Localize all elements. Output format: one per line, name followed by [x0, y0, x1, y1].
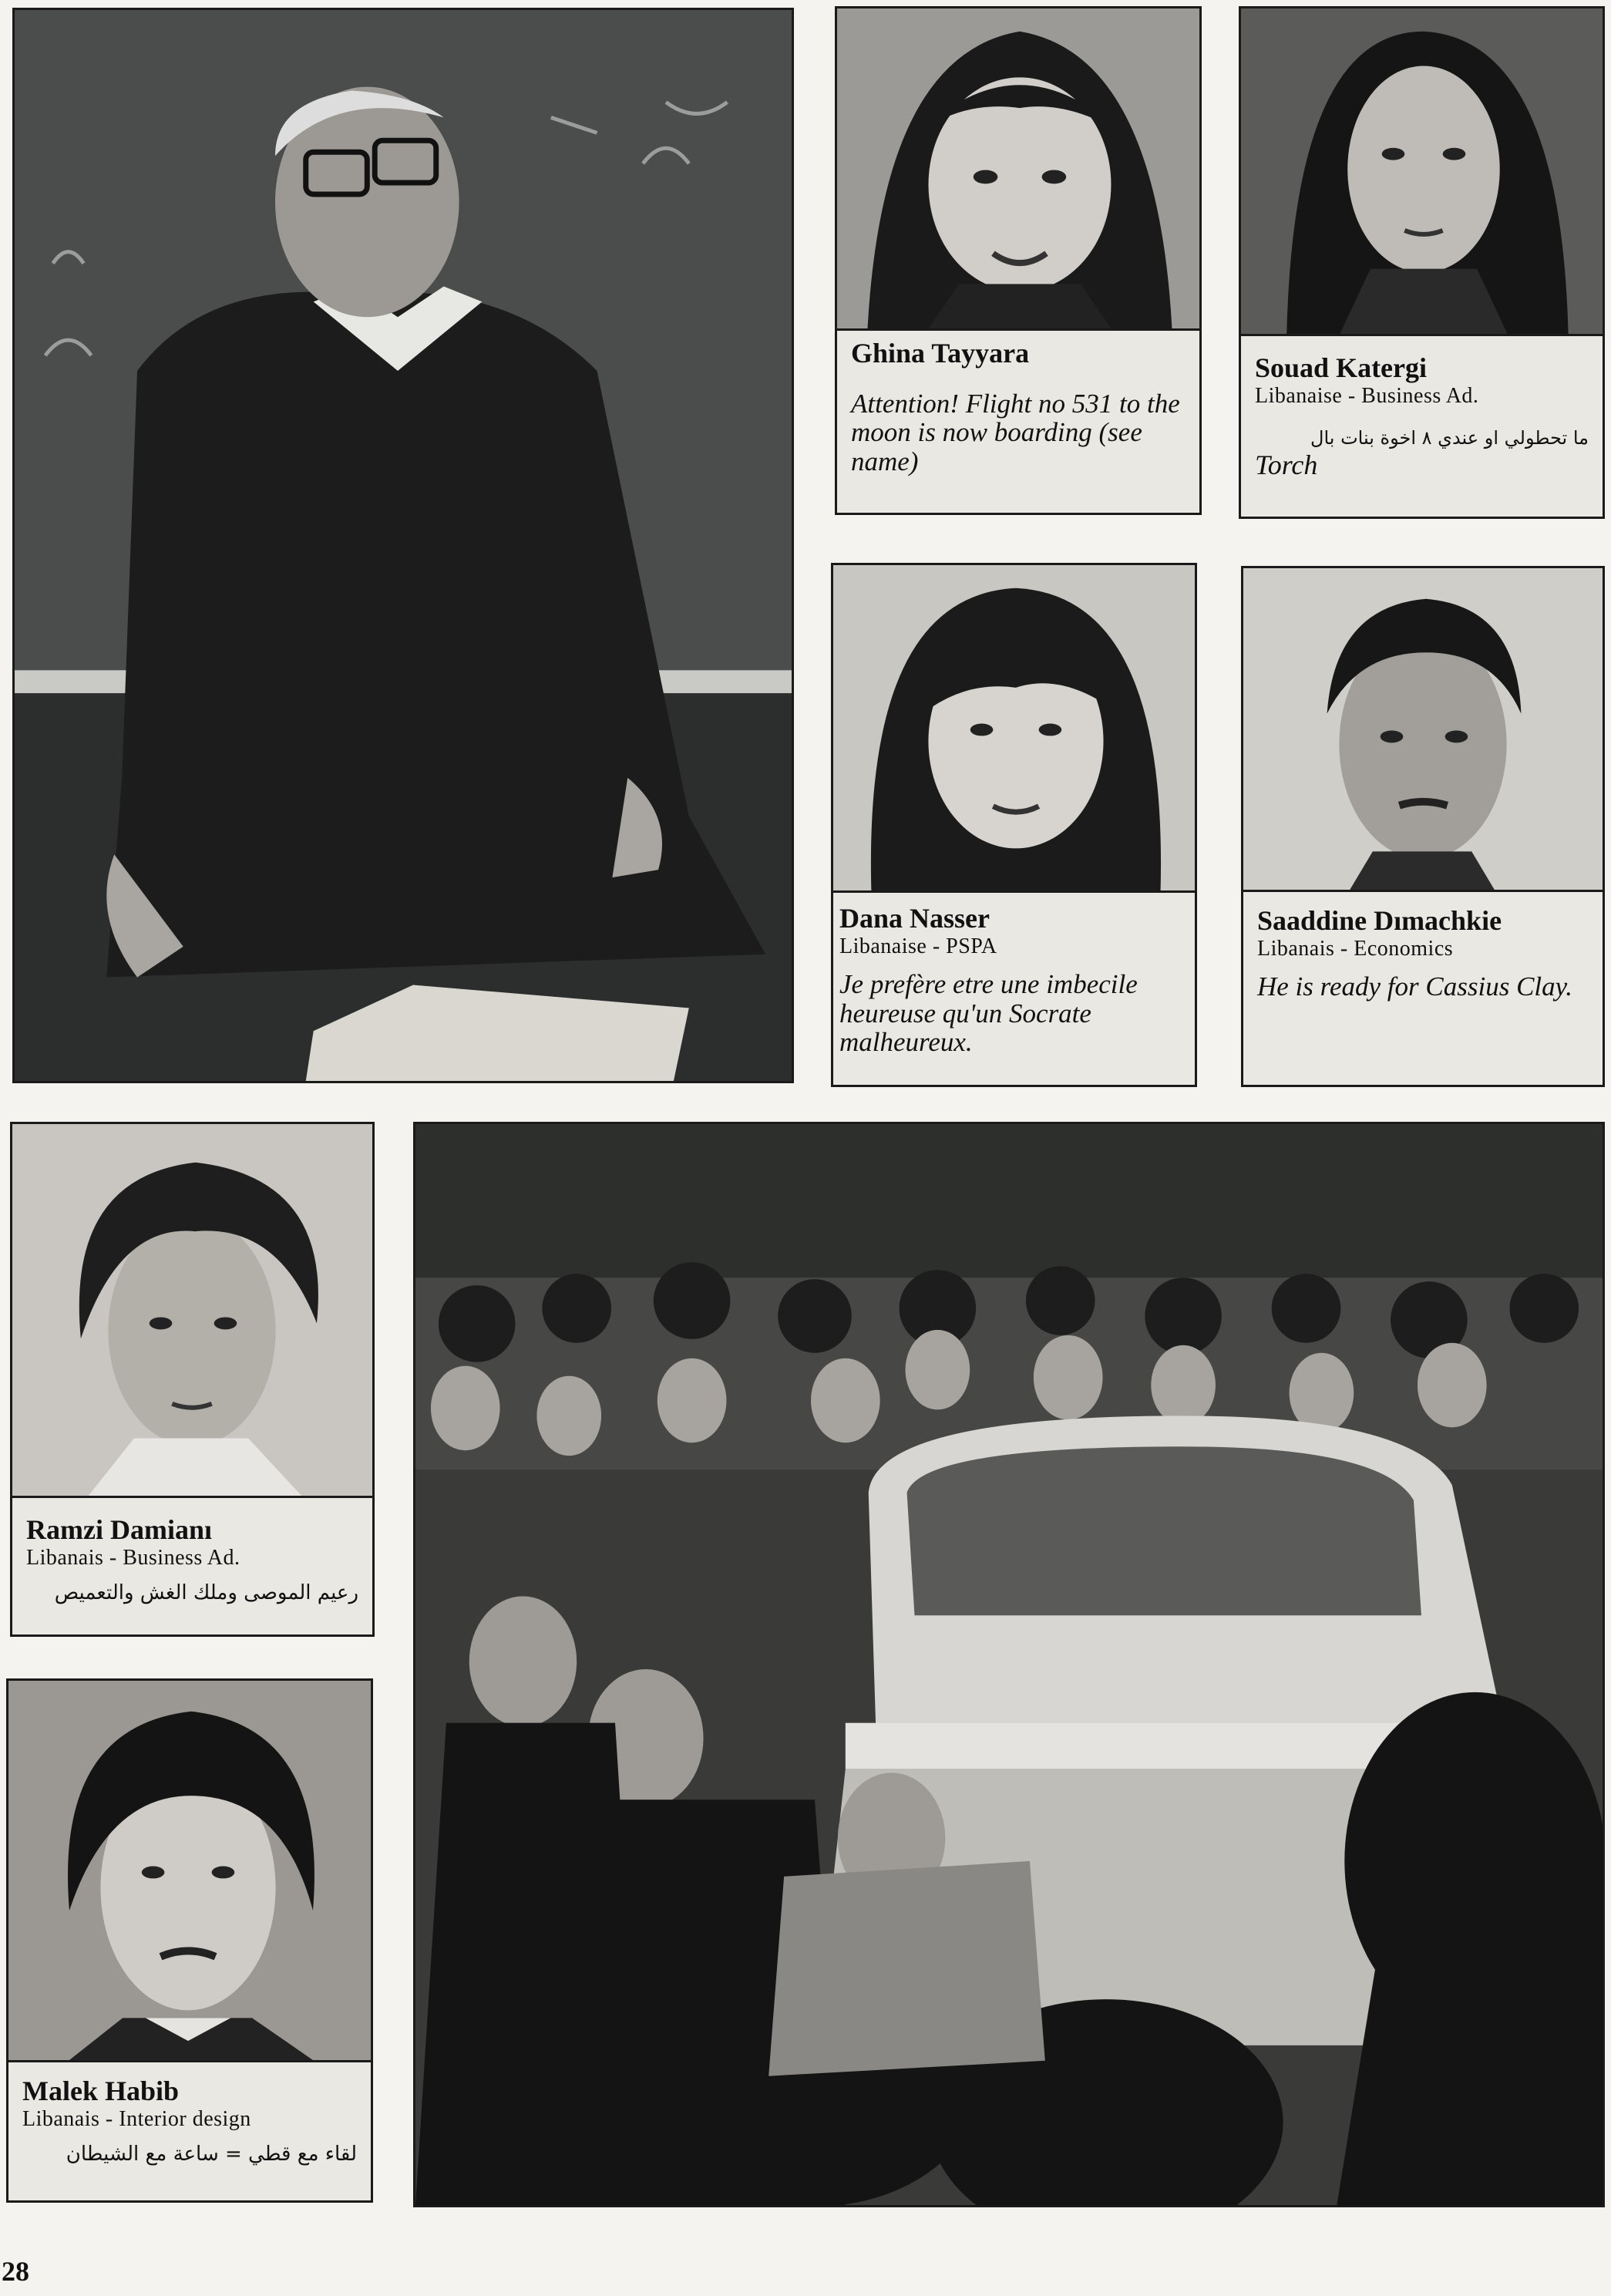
- student-name: Dana Nasser: [839, 903, 990, 934]
- student-info: Libanaise - Business Ad.: [1255, 383, 1479, 408]
- student-info: Libanais - Business Ad.: [26, 1545, 240, 1570]
- student-portrait: [12, 1124, 372, 1498]
- teacher-at-blackboard-icon: [15, 10, 792, 1081]
- portrait-photo-icon: [833, 565, 1195, 890]
- portrait-photo-icon: [8, 1681, 371, 2060]
- student-name: Saaddine Dımachkie: [1257, 905, 1502, 936]
- student-portrait: [1241, 8, 1603, 336]
- student-card-malek: [6, 1678, 373, 2203]
- student-arabic-quote: لقاء مع قطي = ساعة مع الشيطان: [66, 2142, 357, 2166]
- page-number: 28: [2, 2256, 29, 2287]
- student-card-ghina: [835, 6, 1202, 515]
- student-card-saaddine: [1241, 566, 1605, 1087]
- student-info: Libanaise - PSPA: [839, 934, 997, 958]
- portrait-photo-icon: [1243, 568, 1603, 890]
- student-name: Ghina Tayyara: [851, 338, 1030, 369]
- student-info: Libanais - Interior design: [22, 2106, 251, 2131]
- student-quote: Je prefère etre une imbecile heureuse qu'un Socrate malheureux.: [839, 968, 1138, 1058]
- crowd-photo: [413, 1122, 1605, 2207]
- student-extra: Torch: [1255, 449, 1318, 480]
- student-card-ramzi: [10, 1122, 375, 1637]
- student-quote: He is ready for Cassius Clay.: [1257, 971, 1572, 1002]
- crowd-of-students-icon: [415, 1124, 1603, 2205]
- student-card-souad: [1239, 6, 1605, 519]
- teacher-photo: [12, 8, 794, 1083]
- portrait-photo-icon: [12, 1124, 372, 1496]
- student-name: Ramzi Damianı: [26, 1514, 212, 1545]
- student-quote: Attention! Flight no 531 to the moon is now boarding (see name): [851, 388, 1180, 477]
- student-portrait: [837, 8, 1199, 331]
- student-portrait: [8, 1681, 371, 2062]
- portrait-photo-icon: [1241, 8, 1603, 334]
- portrait-photo-icon: [837, 8, 1199, 328]
- student-portrait: [833, 565, 1195, 893]
- student-name: Souad Katergi: [1255, 352, 1428, 383]
- student-name: Malek Habib: [22, 2075, 180, 2106]
- student-arabic-quote: رعيم الموصى وملك الغش والتعميص: [54, 1581, 358, 1604]
- student-card-dana: [831, 563, 1197, 1087]
- student-arabic-quote: ما تحطولي او عندي ٨ اخوة بنات بال: [1310, 426, 1589, 449]
- student-portrait: [1243, 568, 1603, 892]
- student-info: Libanais - Economics: [1257, 936, 1454, 961]
